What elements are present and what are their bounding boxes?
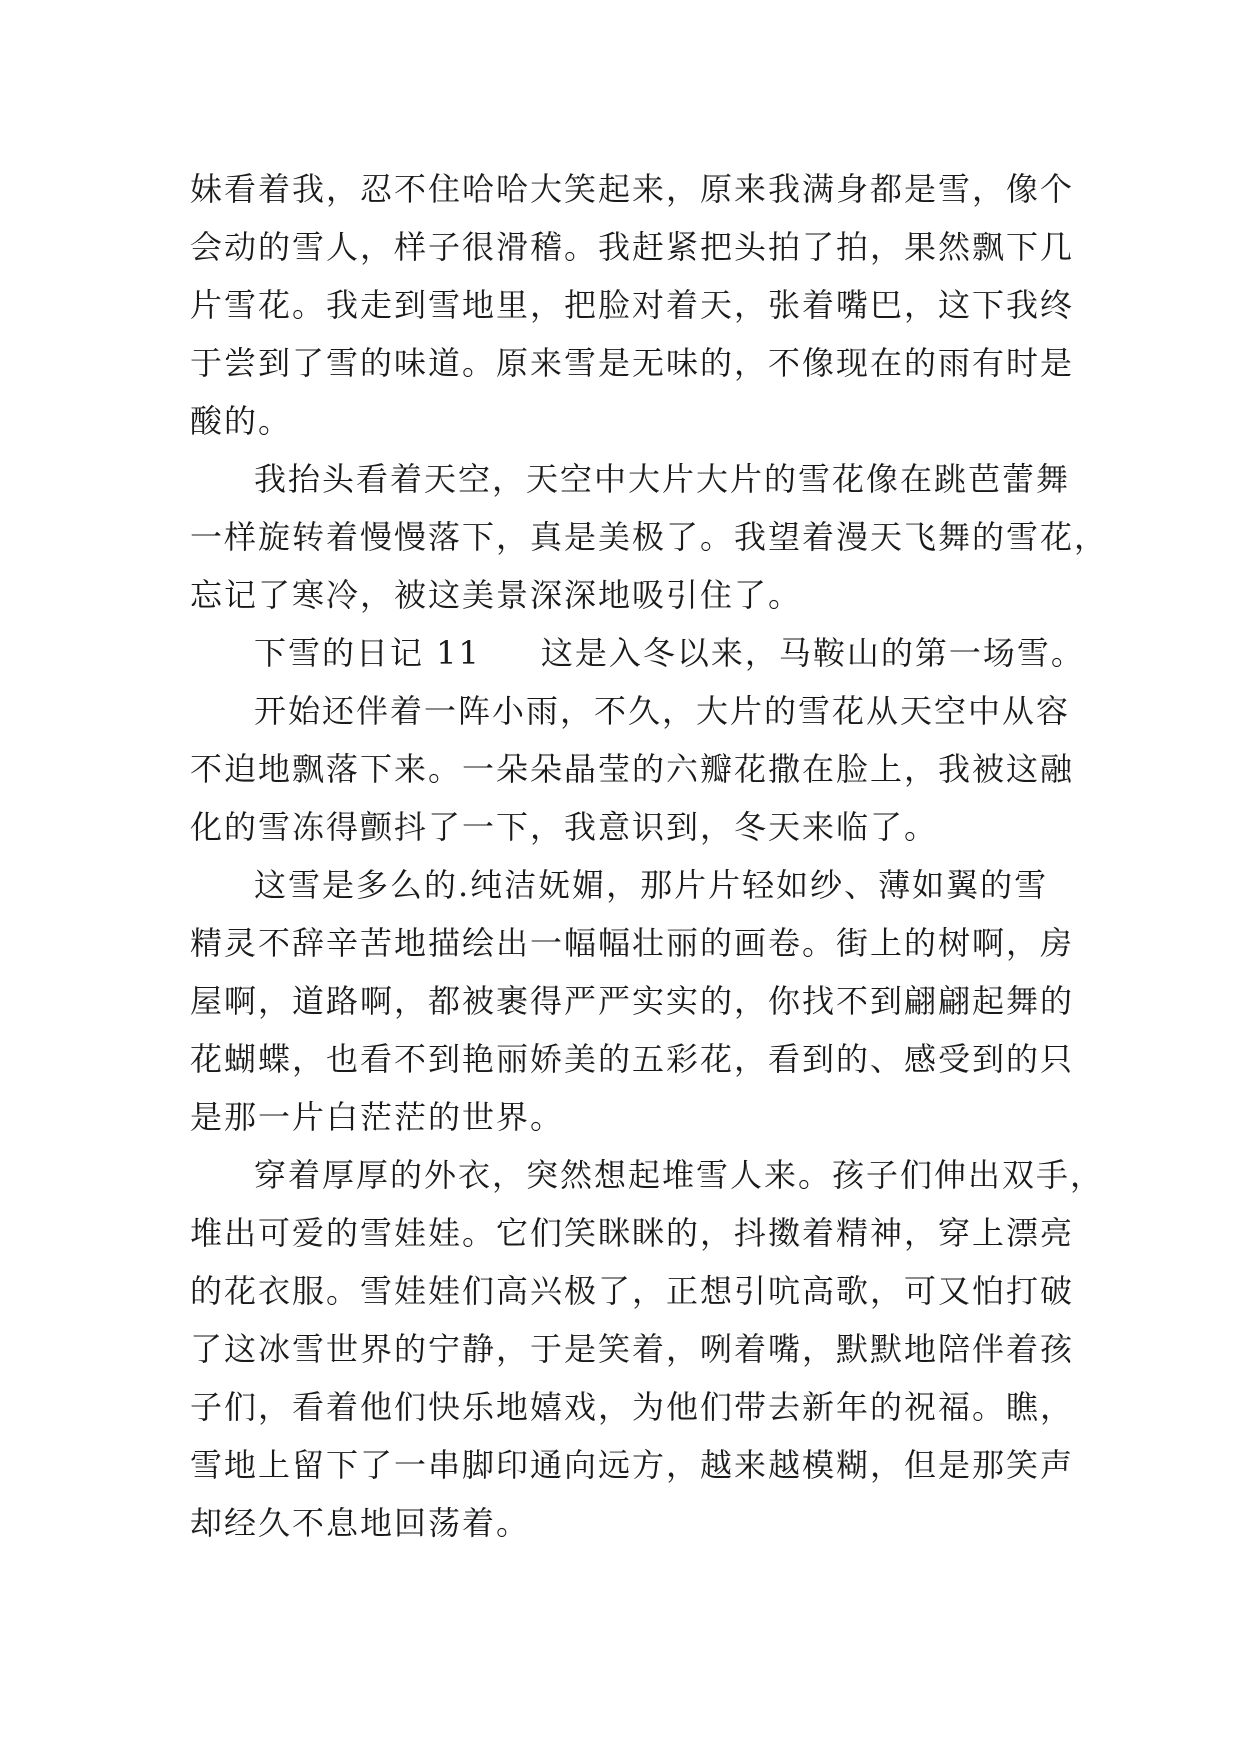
text-line: 精灵不辞辛苦地描绘出一幅幅壮丽的画卷。街上的树啊，房 <box>190 924 1075 962</box>
text-line: 花蝴蝶，也看不到艳丽娇美的五彩花，看到的、感受到的只 <box>190 1040 1075 1078</box>
text-line: 我抬头看着天空，天空中大片大片的雪花像在跳芭蕾舞 <box>254 460 1071 498</box>
document-body <box>190 160 1109 1552</box>
section-opening-sentence: 这是入冬以来，马鞍山的第一场雪。 <box>540 634 1085 672</box>
text-line: 忘记了寒冷，被这美景深深地吸引住了。 <box>190 576 803 614</box>
text-line: 却经久不息地回荡着。 <box>190 1504 531 1542</box>
text-line: 于尝到了雪的味道。原来雪是无味的，不像现在的雨有时是 <box>190 344 1075 382</box>
text-line: 是那一片白茫茫的世界。 <box>190 1098 565 1136</box>
text-line: 不迫地飘落下来。一朵朵晶莹的六瓣花撒在脸上，我被这融 <box>190 750 1075 788</box>
section-heading: 下雪的日记 11 <box>254 634 481 672</box>
text-line: 片雪花。我走到雪地里，把脸对着天，张着嘴巴，这下我终 <box>190 286 1075 324</box>
text-line: 酸的。 <box>190 402 293 440</box>
text-line: 会动的雪人，样子很滑稽。我赶紧把头拍了拍，果然飘下几 <box>190 228 1075 266</box>
section-heading-line <box>190 624 1090 682</box>
text-line: 堆出可爱的雪娃娃。它们笑眯眯的，抖擞着精神，穿上漂亮 <box>190 1214 1075 1252</box>
text-line: 这雪是多么的.纯洁妩媚，那片片轻如纱、薄如翼的雪 <box>254 866 1049 904</box>
text-line: 子们，看着他们快乐地嬉戏，为他们带去新年的祝福。瞧， <box>190 1388 1075 1426</box>
text-line: 妹看着我，忍不住哈哈大笑起来，原来我满身都是雪，像个 <box>190 170 1075 208</box>
text-line: 屋啊，道路啊，都被裹得严严实实的，你找不到翩翩起舞的 <box>190 982 1075 1020</box>
text-line: 雪地上留下了一串脚印通向远方，越来越模糊，但是那笑声 <box>190 1446 1075 1484</box>
text-line: 穿着厚厚的外衣，突然想起堆雪人来。孩子们伸出双手， <box>254 1156 1105 1194</box>
text-line: 了这冰雪世界的宁静，于是笑着，咧着嘴，默默地陪伴着孩 <box>190 1330 1075 1368</box>
text-line: 一样旋转着慢慢落下，真是美极了。我望着漫天飞舞的雪花， <box>190 518 1109 556</box>
text-line: 开始还伴着一阵小雨，不久，大片的雪花从天空中从容 <box>254 692 1071 730</box>
text-line: 化的雪冻得颤抖了一下，我意识到，冬天来临了。 <box>190 808 939 846</box>
text-line: 的花衣服。雪娃娃们高兴极了，正想引吭高歌，可又怕打破 <box>190 1272 1075 1310</box>
